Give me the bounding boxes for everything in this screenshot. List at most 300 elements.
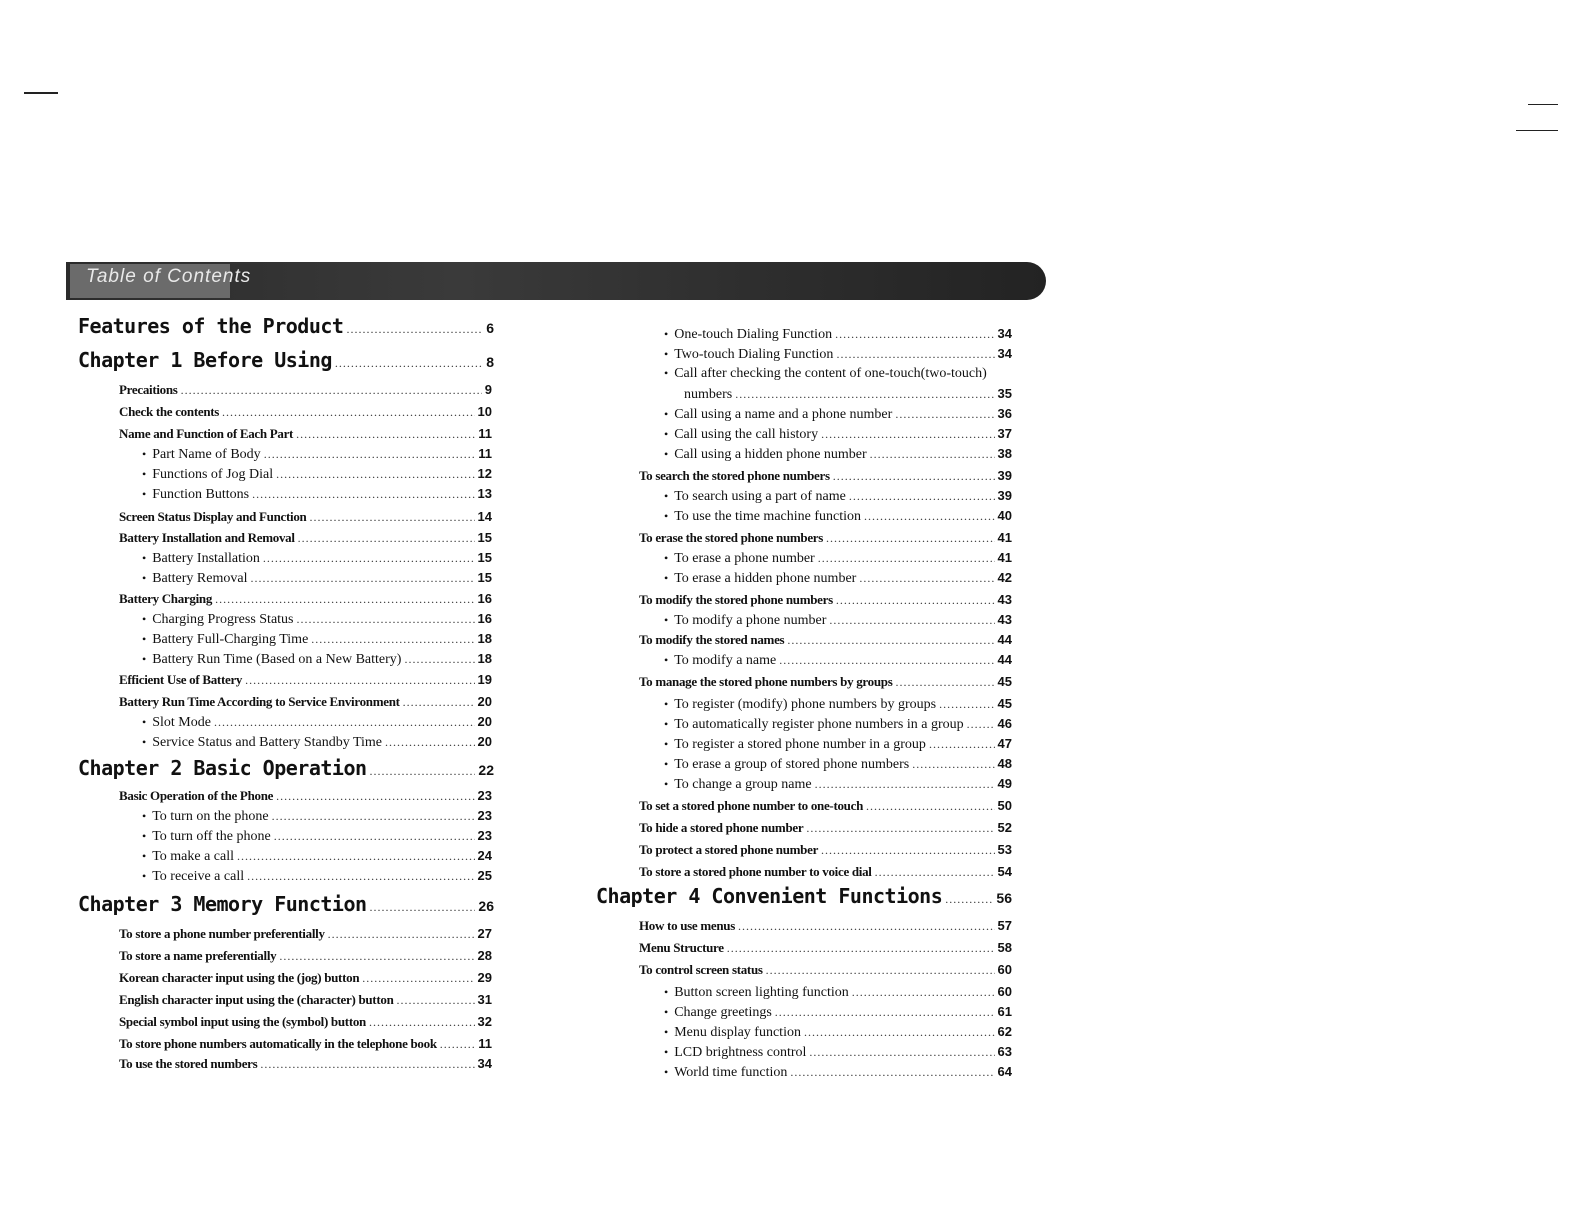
toc-entry-section[interactable] [639,820,1012,836]
toc-leader-dots [826,531,995,546]
bullet-icon: • [664,653,669,667]
bullet-icon: • [142,487,147,501]
toc-entry-title: Slot Mode [152,715,211,730]
toc-page-number: 64 [997,1064,1012,1079]
toc-entry-title: To turn off the phone [152,829,271,844]
bullet-icon: • [664,489,669,503]
toc-entry-title: Call using a hidden phone number [674,447,867,462]
toc-entry-title: To erase a phone number [674,551,815,566]
toc-leader-dots [866,799,995,814]
bullet-icon: • [664,366,669,380]
toc-entry-section[interactable] [119,591,492,607]
toc-entry-title: To search the stored phone numbers [639,468,830,483]
toc-page-number: 52 [997,820,1012,835]
toc-entry-item[interactable] [142,734,492,751]
toc-page-number: 56 [996,890,1012,906]
bullet-icon: • [142,632,147,646]
toc-entry-section[interactable] [119,1014,492,1030]
toc-leader-dots [222,405,474,420]
toc-leader-dots [276,789,474,804]
toc-entry-item[interactable] [664,776,1012,793]
toc-page-number: 22 [478,762,494,778]
toc-page-number: 9 [484,382,492,397]
toc-entry-title: LCD brightness control [674,1045,807,1060]
toc-entry-item[interactable] [664,550,1012,567]
toc-page-number: 27 [477,926,492,941]
toc-entry-title: Korean character input using the (jog) button [119,970,360,985]
toc-leader-dots [404,652,474,667]
toc-entry-item[interactable] [664,446,1012,463]
toc-entry-title: To store a stored phone number to voice dial [639,864,872,879]
toc-leader-dots [397,993,475,1008]
toc-page-number: 63 [997,1044,1012,1059]
toc-leader-dots [821,427,994,442]
toc-page-number: 32 [477,1014,492,1029]
toc-page-number: 34 [477,1056,492,1071]
bullet-icon: • [142,551,147,565]
toc-page-number: 26 [478,898,494,914]
toc-page-number: 31 [477,992,492,1007]
bullet-icon: • [664,613,669,627]
toc-entry-title: To store a name preferentially [119,948,277,963]
toc-leader-dots [836,593,995,608]
bullet-icon: • [664,571,669,585]
toc-page-number: 45 [997,696,1012,711]
toc-leader-dots [370,764,476,779]
toc-entry-section[interactable] [119,788,492,804]
toc-page-number: 48 [997,756,1012,771]
toc-page-number: 15 [477,530,492,545]
toc-entry-title: To automatically register phone numbers in a group [674,717,964,732]
toc-entry-title: English character input using the (character) button [119,992,394,1007]
toc-entry-title: To store phone numbers automatically in the telephone book [119,1036,437,1051]
toc-leader-dots [250,571,474,586]
toc-leader-dots [864,509,995,524]
toc-entry-title: Menu display function [674,1025,801,1040]
toc-leader-dots [335,356,483,371]
toc-entry-item[interactable] [142,651,492,668]
toc-entry-title: How to use menus [639,918,735,933]
toc-entry-item[interactable] [142,446,492,463]
toc-entry-title: Two-touch Dialing Function [674,347,834,362]
toc-leader-dots [895,675,994,690]
toc-leader-dots [245,673,474,688]
scan-mark [24,92,58,94]
toc-leader-dots [264,447,476,462]
toc-leader-dots [310,510,475,525]
toc-entry-title: Special symbol input using the (symbol) button [119,1014,366,1029]
toc-page-number: 23 [477,828,492,843]
toc-entry-title: Call after checking the content of one-touch(two-touch) [674,366,987,381]
bullet-icon: • [142,571,147,585]
toc-page-number: 12 [477,466,492,481]
toc-page-number: 50 [997,798,1012,813]
toc-page-number: 6 [486,320,494,336]
toc-entry-section[interactable] [639,864,1012,880]
toc-page-number: 20 [477,714,492,729]
bullet-icon: • [142,467,147,481]
toc-entry-title: Name and Function of Each Part [119,426,294,441]
toc-entry-item[interactable] [142,828,492,845]
toc-page-number: 24 [477,848,492,863]
toc-leader-dots [912,757,994,772]
toc-page-number: 43 [997,592,1012,607]
toc-entry-title: To register a stored phone number in a group [674,737,926,752]
bullet-icon: • [664,407,669,421]
toc-page-number: 20 [477,734,492,749]
toc-leader-dots [815,777,995,792]
toc-entry-title: Basic Operation of the Phone [119,788,274,803]
toc-entry-title: Function Buttons [152,487,250,502]
toc-page-number: 44 [997,632,1012,647]
toc-entry-title: To erase a group of stored phone numbers [674,757,910,772]
toc-leader-dots [967,717,995,732]
toc-leader-dots [328,927,475,942]
toc-leader-dots [939,697,994,712]
toc-entry-title: To set a stored phone number to one-touch [639,798,864,813]
bullet-icon: • [142,809,147,823]
toc-entry-section[interactable] [119,1036,492,1052]
toc-page-number: 41 [997,550,1012,565]
toc-entry-title: One-touch Dialing Function [674,327,833,342]
toc-page-number: 46 [997,716,1012,731]
toc-page-number: 38 [997,446,1012,461]
toc-entry-item[interactable] [664,736,1012,753]
toc-leader-dots [274,829,475,844]
toc-entry-title: World time function [674,1065,788,1080]
toc-leader-dots [775,1005,995,1020]
bullet-icon: • [664,509,669,523]
toc-leader-dots [298,531,475,546]
toc-page-number: 29 [477,970,492,985]
bullet-icon: • [142,829,147,843]
toc-entry-title: To protect a stored phone number [639,842,819,857]
toc-entry-item[interactable] [664,984,1012,1001]
toc-entry-title: Call using a name and a phone number [674,407,893,422]
toc-entry-title: Chapter 2 Basic Operation [78,756,367,780]
toc-entry-chapter[interactable] [596,884,1012,908]
toc-leader-dots [440,1037,476,1052]
toc-entry-section[interactable] [119,948,492,964]
toc-entry-title: To use the time machine function [674,509,862,524]
toc-entry-item[interactable] [142,714,492,731]
toc-leader-dots [836,347,994,362]
toc-entry-item[interactable] [664,1004,1012,1021]
toc-entry-title: To register (modify) phone numbers by groups [674,697,937,712]
toc-entry-title: Battery Installation and Removal [119,530,295,545]
bullet-icon: • [664,737,669,751]
toc-entry-section[interactable] [119,509,492,525]
toc-entry-title: To modify the stored phone numbers [639,592,833,607]
toc-entry-title: Part Name of Body [152,447,261,462]
toc-entry-title: Battery Full-Charging Time [152,632,309,647]
toc-leader-dots [818,551,995,566]
toc-leader-dots [787,633,994,648]
toc-entry-title: To modify a phone number [674,613,827,628]
toc-leader-dots [296,427,475,442]
toc-page-number: 45 [997,674,1012,689]
toc-entry-title: To turn on the phone [152,809,269,824]
toc-entry-title: Call using the call history [674,427,819,442]
toc-entry-section[interactable] [639,842,1012,858]
toc-page-number: 18 [477,651,492,666]
toc-entry-section[interactable] [119,672,492,688]
toc-page-number: 42 [997,570,1012,585]
bullet-icon: • [664,985,669,999]
toc-entry-chapter[interactable] [78,892,494,916]
toc-page-number: 47 [997,736,1012,751]
toc-entry-title: Chapter 3 Memory Function [78,892,367,916]
bullet-icon: • [142,715,147,729]
toc-entry-item[interactable] [142,868,492,885]
toc-entry-title: Check the contents [119,404,220,419]
toc-entry-section[interactable] [119,694,492,710]
toc-entry-title: To search using a part of name [674,489,846,504]
toc-entry-item[interactable] [142,848,492,865]
toc-entry-item[interactable] [664,426,1012,443]
toc-entry-section[interactable] [119,926,492,942]
toc-entry-title: Functions of Jog Dial [152,467,274,482]
toc-entry-title: Battery Installation [152,551,260,566]
toc-page-number: 58 [997,940,1012,955]
toc-entry-cont[interactable] [684,386,1012,403]
toc-leader-dots [806,821,994,836]
toc-entry-item[interactable] [142,550,492,567]
toc-entry-item[interactable] [664,346,1012,363]
toc-page-number: 34 [997,346,1012,361]
toc-entry-title: To modify the stored names [639,632,785,647]
bullet-icon: • [664,1045,669,1059]
toc-page-number: 37 [997,426,1012,441]
toc-page-number: 39 [997,468,1012,483]
toc-entry-title: To store a phone number preferentially [119,926,325,941]
bullet-icon: • [142,849,147,863]
toc-entry-title: To receive a call [152,869,245,884]
toc-leader-dots [829,613,994,628]
toc-leader-dots [804,1025,995,1040]
toc-leader-dots [311,632,474,647]
bullet-icon: • [142,652,147,666]
toc-entry-title: Chapter 4 Convenient Functions [596,884,943,908]
toc-leader-dots [215,592,474,607]
toc-leader-dots [276,467,474,482]
toc-entry-item[interactable] [664,652,1012,669]
toc-entry-section[interactable] [119,970,492,986]
toc-entry-title: To change a group name [674,777,812,792]
toc-entry-title: Service Status and Battery Standby Time [152,735,383,750]
toc-entry-item[interactable] [142,631,492,648]
toc-entry-title: Battery Charging [119,591,213,606]
toc-page-number: 43 [997,612,1012,627]
toc-entry-title: Battery Run Time According to Service Environment [119,694,400,709]
toc-page-number: 41 [997,530,1012,545]
toc-leader-dots [370,900,476,915]
bullet-icon: • [664,1065,669,1079]
toc-entry-item[interactable] [664,1024,1012,1041]
toc-leader-dots [833,469,995,484]
toc-page-number: 57 [997,918,1012,933]
toc-entry-item[interactable] [664,696,1012,713]
toc-entry-section[interactable] [639,592,1012,608]
toc-entry-section[interactable] [639,918,1012,934]
bullet-icon: • [664,1005,669,1019]
bullet-icon: • [664,697,669,711]
toc-entry-item[interactable] [664,326,1012,343]
toc-entry-chapter[interactable] [78,314,494,338]
toc-entry-item[interactable] [664,716,1012,733]
toc-entry-section[interactable] [639,940,1012,956]
bullet-icon: • [664,1025,669,1039]
toc-leader-dots [272,809,475,824]
toc-page-number: 39 [997,488,1012,503]
bullet-icon: • [664,777,669,791]
toc-page-number: 62 [997,1024,1012,1039]
toc-leader-dots [809,1045,994,1060]
bullet-icon: • [664,717,669,731]
toc-entry-title: To hide a stored phone number [639,820,804,835]
toc-entry-item[interactable] [664,612,1012,629]
toc-leader-dots [260,1057,474,1072]
toc-page-number: 35 [997,386,1012,401]
toc-entry-chapter[interactable] [78,756,494,780]
toc-entry-section[interactable] [119,530,492,546]
toc-entry-section[interactable] [639,962,1012,978]
toc-leader-dots [945,892,993,907]
toc-page-number: 34 [997,326,1012,341]
toc-entry-title: Charging Progress Status [152,612,294,627]
bullet-icon: • [664,347,669,361]
toc-entry-section[interactable] [639,530,1012,546]
toc-entry-title: Battery Removal [152,571,248,586]
toc-entry-item[interactable] [664,406,1012,423]
toc-leader-dots [385,735,475,750]
toc-leader-dots [852,985,995,1000]
toc-leader-dots [181,383,482,398]
toc-leader-dots [821,843,994,858]
bullet-icon: • [664,427,669,441]
toc-entry-title: To use the stored numbers [119,1056,258,1071]
toc-leader-dots [727,941,995,956]
bullet-icon: • [664,551,669,565]
toc-entry-item[interactable] [142,486,492,503]
toc-page-number: 53 [997,842,1012,857]
toc-entry-title: Battery Run Time (Based on a New Battery) [152,652,402,667]
toc-entry-section[interactable] [639,632,1012,648]
toc-leader-dots [849,489,995,504]
toc-entry-item[interactable] [142,466,492,483]
toc-leader-dots [247,869,474,884]
toc-leader-dots [346,322,483,337]
toc-entry-item[interactable] [664,488,1012,505]
toc-entry-item-nopage[interactable] [664,366,1008,382]
toc-page-number: 36 [997,406,1012,421]
toc-entry-section[interactable] [119,426,492,442]
toc-entry-section[interactable] [119,1056,492,1072]
toc-entry-item[interactable] [664,1044,1012,1061]
toc-entry-title: Features of the Product [78,314,344,338]
toc-leader-dots [369,1015,475,1030]
toc-leader-dots [929,737,995,752]
toc-entry-title: Chapter 1 Before Using [78,348,332,372]
toc-entry-title: numbers [684,387,733,402]
toc-page-number: 19 [477,672,492,687]
toc-page-number: 25 [477,868,492,883]
contents-header-title: Table of Contents [86,266,252,287]
toc-entry-section[interactable] [119,404,492,420]
toc-page-number: 8 [486,354,494,370]
bullet-icon: • [664,757,669,771]
toc-leader-dots [263,551,475,566]
toc-page-number: 15 [477,550,492,565]
toc-entry-title: To manage the stored phone numbers by groups [639,674,893,689]
toc-leader-dots [252,487,474,502]
toc-entry-item[interactable] [664,508,1012,525]
toc-entry-section[interactable] [119,382,492,398]
toc-entry-item[interactable] [664,570,1012,587]
toc-entry-title: To modify a name [674,653,777,668]
toc-page-number: 40 [997,508,1012,523]
toc-page-number: 16 [477,591,492,606]
bullet-icon: • [664,327,669,341]
toc-page-number: 44 [997,652,1012,667]
scan-mark [1528,104,1558,105]
scan-mark [1516,130,1558,131]
bullet-icon: • [142,612,147,626]
toc-entry-title: Efficient Use of Battery [119,672,243,687]
toc-page-number: 60 [997,962,1012,977]
toc-page-number: 11 [478,1036,492,1051]
toc-page-number: 11 [478,446,492,461]
toc-page-number: 61 [997,1004,1012,1019]
toc-page-number: 54 [997,864,1012,879]
toc-leader-dots [403,695,475,710]
toc-page-number: 28 [477,948,492,963]
toc-entry-title: Menu Structure [639,940,724,955]
toc-leader-dots [790,1065,994,1080]
toc-entry-item[interactable] [142,570,492,587]
toc-page-number: 16 [477,611,492,626]
bullet-icon: • [142,735,147,749]
toc-leader-dots [779,653,994,668]
toc-leader-dots [735,387,994,402]
toc-entry-title: To erase the stored phone numbers [639,530,824,545]
bullet-icon: • [142,447,147,461]
toc-entry-title: To erase a hidden phone number [674,571,857,586]
toc-page-number: 20 [477,694,492,709]
toc-entry-item[interactable] [142,611,492,628]
toc-page-number: 11 [478,426,492,441]
toc-leader-dots [297,612,475,627]
toc-entry-section[interactable] [639,798,1012,814]
toc-leader-dots [875,865,995,880]
toc-page-number: 23 [477,788,492,803]
toc-page-number: 60 [997,984,1012,999]
toc-leader-dots [214,715,475,730]
toc-entry-section[interactable] [639,468,1012,484]
toc-leader-dots [237,849,475,864]
toc-entry-item[interactable] [664,756,1012,773]
toc-entry-title: Change greetings [674,1005,772,1020]
toc-entry-chapter[interactable] [78,348,494,372]
toc-entry-item[interactable] [142,808,492,825]
toc-entry-title: Precaitions [119,382,178,397]
toc-leader-dots [279,949,474,964]
toc-entry-section[interactable] [639,674,1012,690]
toc-entry-item[interactable] [664,1064,1012,1081]
toc-entry-title: To make a call [152,849,235,864]
toc-entry-title: Button screen lighting function [674,985,849,1000]
toc-entry-section[interactable] [119,992,492,1008]
